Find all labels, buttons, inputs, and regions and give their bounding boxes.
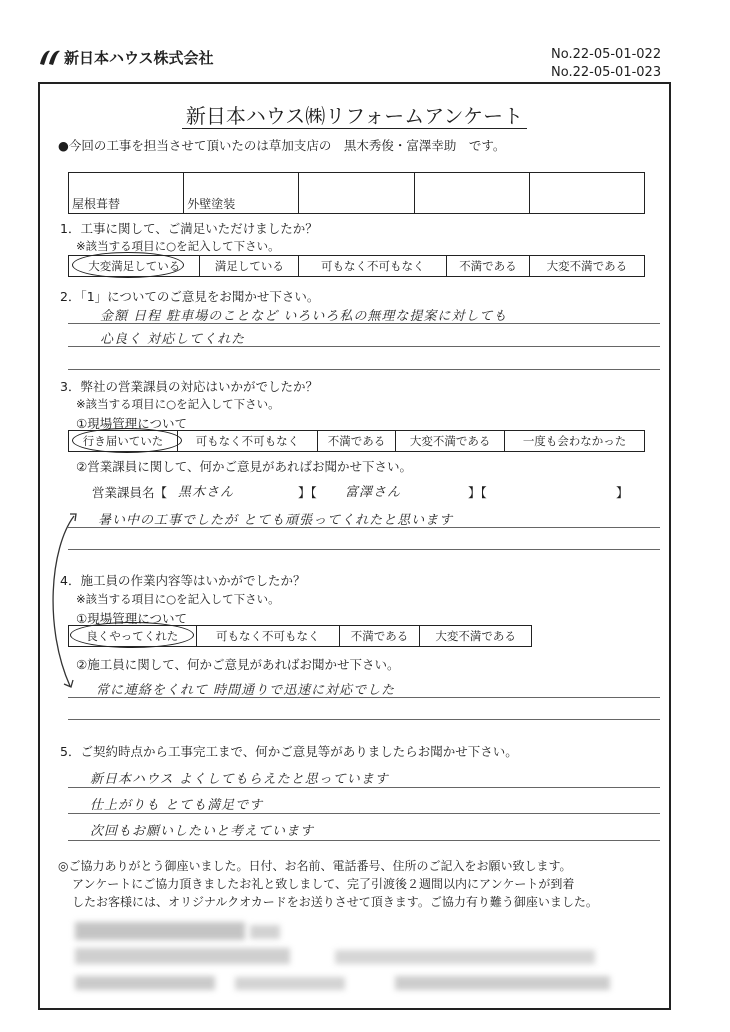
answer-line [68, 369, 660, 370]
doc-number-2: No.22-05-01-023 [551, 65, 662, 80]
q4-option[interactable]: 可もなく不可もなく [196, 626, 339, 647]
q1-note: ※該当する項目に○を記入して下さい。 [76, 239, 280, 253]
q1-option[interactable]: 満足している [200, 256, 299, 277]
q4-title: 4．施工員の作業内容等はいかがでしたか？ [60, 573, 306, 588]
q5-title: 5．ご契約時点から工事完工まで、何かご意見等がありましたらお聞かせ下さい。 [60, 744, 518, 759]
staff-name-2: 富澤さん [345, 485, 402, 500]
staff-name-1: 黒木さん [178, 485, 235, 500]
work-item: 外壁塗装 [184, 173, 299, 214]
q2-answer-1: 金額 日程 駐車場のことなど いろいろ私の無理な提案に対しても [100, 309, 508, 324]
q1-title: 1．工事に関して、ご満足いただけましたか？ [60, 221, 318, 236]
answer-line [68, 840, 660, 841]
q4-sub1: ①現場管理について [76, 611, 187, 626]
q3-option[interactable]: 不満である [317, 431, 395, 452]
q3-option[interactable]: 行き届いていた [69, 431, 178, 452]
q3-sub1: ①現場管理について [76, 416, 187, 431]
survey-title: 新日本ハウス㈱リフォームアンケート [38, 100, 671, 129]
footer-line-2: アンケートにご協力頂きましたお礼と致しまして、完了引渡後２週間以内にアンケートが到着 [72, 877, 575, 891]
q1-option[interactable]: 不満である [447, 256, 530, 277]
q3-answer-1: 暑い中の工事でしたが とても頑張ってくれたと思います [98, 513, 454, 528]
q3-title: 3．弊社の営業課員の対応はいかがでしたか？ [60, 379, 318, 394]
handwritten-arrow-icon [40, 508, 88, 698]
work-items-table [68, 172, 645, 214]
q4-option[interactable]: 大変不満である [420, 626, 532, 647]
company-name: 新日本ハウス株式会社 [64, 49, 214, 67]
q4-note: ※該当する項目に○を記入して下さい。 [76, 592, 280, 606]
q2-title: 2．「1」についてのご意見をお聞かせ下さい。 [60, 289, 320, 304]
doc-number-1: No.22-05-01-022 [551, 47, 662, 62]
staff-bracket: 】 [616, 485, 629, 500]
work-item [414, 173, 529, 214]
q3-note: ※該当する項目に○を記入して下さい。 [76, 397, 280, 411]
company-logo [38, 47, 214, 68]
staff-bracket: 】【 [468, 485, 487, 500]
q5-answer-2: 仕上がりも とても満足です [90, 798, 264, 813]
work-item [299, 173, 414, 214]
q3-option[interactable]: 可もなく不可もなく [178, 431, 318, 452]
q3-sub2: ②営業課員に関して、何かご意見があればお聞かせ下さい。 [76, 459, 412, 474]
q1-selected-circle [72, 252, 184, 278]
footer-line-1: ◎ご協力ありがとう御座いました。日付、お名前、電話番号、住所のご記入をお願い致します。 [58, 859, 572, 873]
q2-answer-2: 心良く 対応してくれた [100, 332, 246, 347]
q1-option[interactable]: 可もなく不可もなく [299, 256, 447, 277]
company-mark-icon [38, 48, 62, 68]
q1-option[interactable]: 大変不満である [529, 256, 644, 277]
answer-line [68, 787, 660, 788]
answer-line [68, 549, 660, 550]
answer-line [68, 346, 660, 347]
q4-sub2: ②施工員に関して、何かご意見があればお聞かせ下さい。 [76, 657, 400, 672]
answer-line [68, 813, 660, 814]
q4-option[interactable]: 良くやってくれた [69, 626, 197, 647]
q3-selected-circle [72, 428, 182, 453]
answer-line [68, 719, 660, 720]
answer-line [68, 527, 660, 528]
work-item: 屋根葺替 [69, 173, 184, 214]
q5-answer-3: 次回もお願いしたいと考えています [90, 824, 315, 839]
q3-option[interactable]: 大変不満である [396, 431, 505, 452]
answer-line [68, 697, 660, 698]
work-item [529, 173, 644, 214]
q1-option[interactable]: 大変満足している [69, 256, 200, 277]
staff-bracket: 】【 [298, 485, 317, 500]
intro-text: ●今回の工事を担当させて頂いたのは草加支店の 黒木秀俊・富澤幸助 です。 [58, 138, 506, 153]
q4-answer-1: 常に連絡をくれて 時間通りで迅速に対応でした [96, 683, 396, 698]
answer-line [68, 323, 660, 324]
q5-answer-1: 新日本ハウス よくしてもらえたと思っています [90, 772, 389, 787]
footer-line-3: したお客様には、オリジナルクオカードをお送りさせて頂きます。ご協力有り難う御座いました。 [72, 895, 598, 909]
q4-option[interactable]: 不満である [339, 626, 419, 647]
staff-label: 営業課員名【 [92, 485, 168, 500]
q3-option[interactable]: 一度も会わなかった [505, 431, 645, 452]
q4-selected-circle [70, 622, 194, 648]
